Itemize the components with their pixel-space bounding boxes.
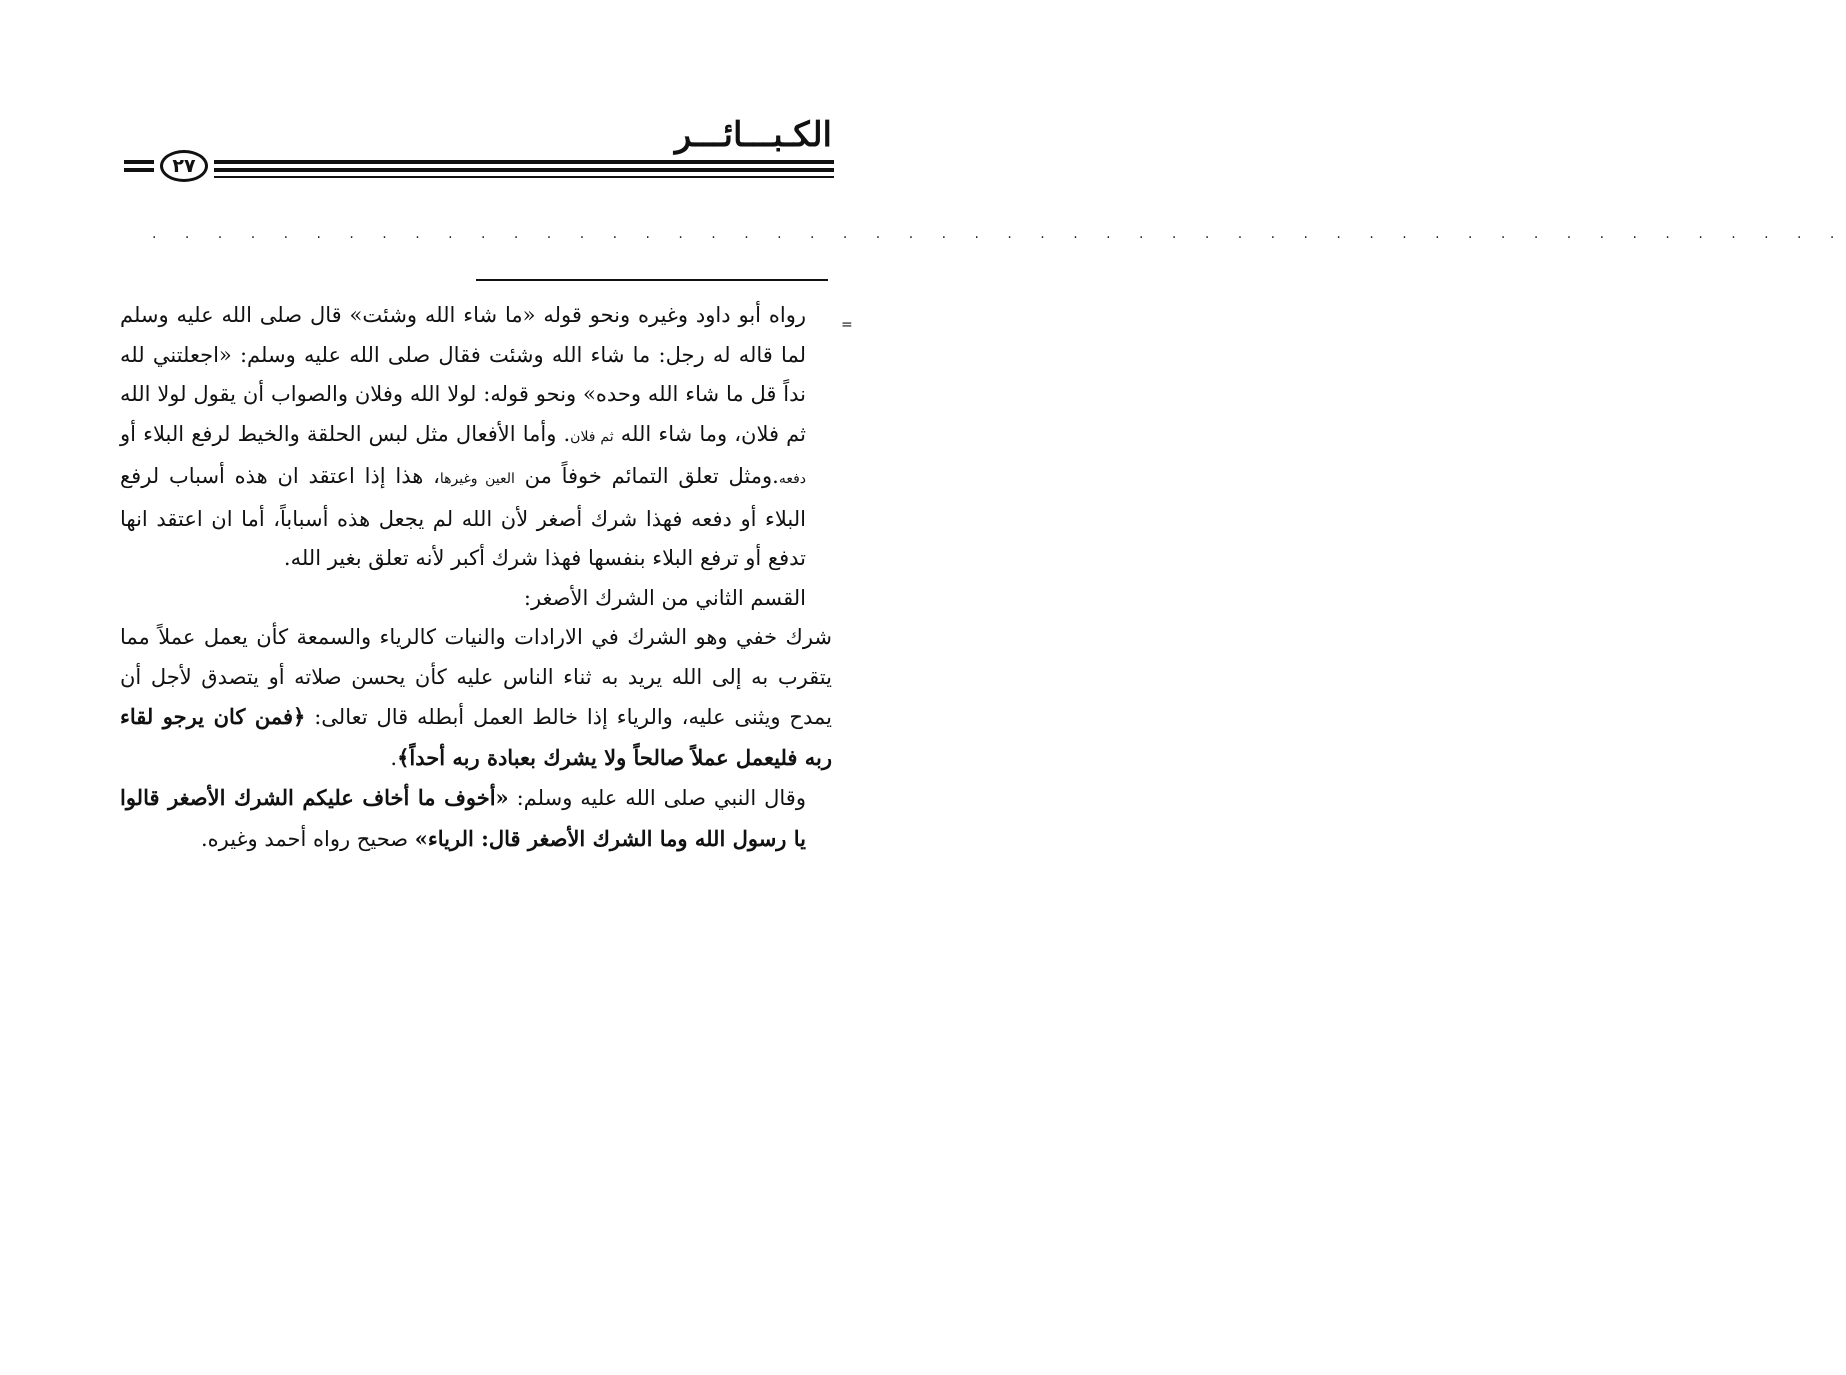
text-span: . وأما الأفعال مثل لبس الحلقة والخيط لرفع البلاء أو [120,421,571,446]
page-number: ٢٧ [160,150,208,182]
running-header-title: الكـبـــائـــر [674,115,832,155]
hadith-quote: «أخوف ما أخاف عليكم الشرك الأصغر قالوا يا رسول الله وما الشرك الأصغر قال: الرياء» [120,785,806,851]
text-span-small: العين وغيرها [439,471,515,487]
text-span: صحيح رواه أحمد وغيره. [200,826,415,851]
text-span: رواه أبو داود وغيره ونحو قوله «ما شاء الله وشئت» قال صلى الله عليه وسلم لما قاله له رجل: ما شاء الله وشئت فقال صلى الله عليه وسلم: «اجعلتني لله نداً قل ما شاء الله وحده» ونحو قوله: لولا الله وفلان والصواب أن يقول لولا الله ثم فلان، وما شاء الله [120,303,807,446]
header-rule [214,176,834,178]
text-span: .ومثل تعلق التمائم خوفاً من [514,464,779,488]
footnote-body [120,296,832,859]
paragraph [120,296,832,579]
text-span-small: دفعه [778,471,807,487]
header-rule-short [124,160,154,164]
header-rule-short [124,168,154,172]
text-span-small: ثم فلان [570,428,614,445]
paragraph [120,778,832,859]
text-span: شرك خفي وهو الشرك في الارادات والنيات كالرياء والسمعة كأن يعمل عملاً مما يتقرب به إلى الله يريد به ثناء الناس عليه كأن يحسن صلاته أو يتصدق لأجل أن يمدح ويثنى عليه، والرياء إذا خالط العمل أبطله قال تعالى: [120,625,833,729]
section-heading: القسم الثاني من الشرك الأصغر: [523,585,806,610]
footnote-rule [476,279,828,281]
header-rule [214,160,834,164]
paragraph [120,618,832,778]
margin-mark: = [841,317,853,333]
quran-verse: ﴿فمن كان يرجو لقاء ربه فليعمل عملاً صالحاً ولا يشرك بعبادة ربه أحداً﴾ [120,704,832,770]
dotted-separator: . . . . . . . . . . . . . . . . . . . . . . . . . . . . . . . . . . . . . . . . . . . . . . . . . . . . [152,226,1846,242]
header-rule [214,168,834,172]
text-span: . [390,745,398,770]
text-span: وقال النبي صلى الله عليه وسلم: [508,786,806,810]
text-span: ، هذا إذا اعتقد ان هذه أسباب لرفع البلاء أو دفعه فهذا شرك أصغر لأن الله لم يجعل هذه أسباباً، أما ان اعتقد انها تدفع أو ترفع البلاء بنفسها فهذا شرك أكبر لأنه تعلق بغير الله. [120,464,806,570]
